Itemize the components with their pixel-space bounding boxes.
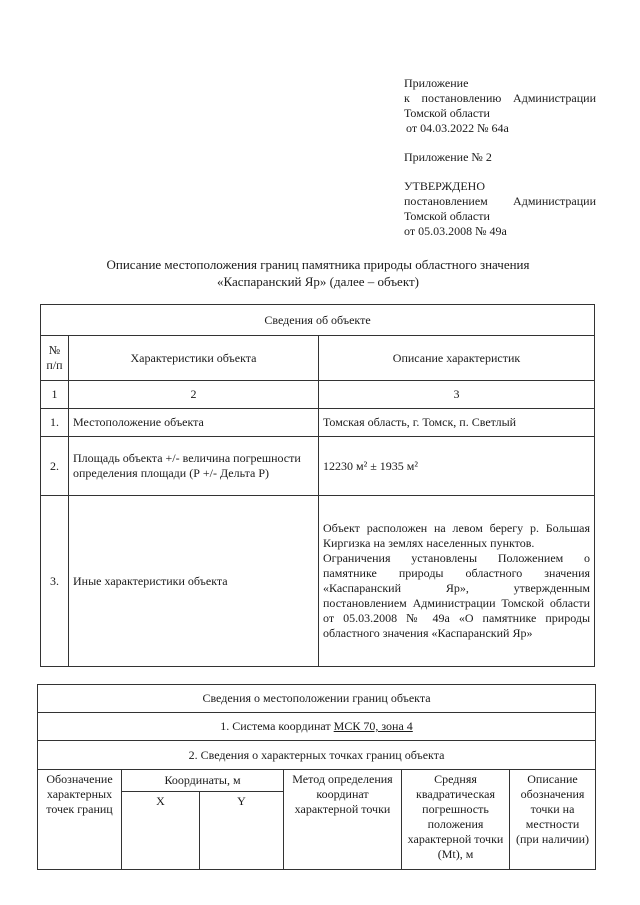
row-characteristic: Иные характеристики объекта <box>69 496 319 667</box>
col-header-description: Описание характеристик <box>319 336 595 381</box>
coordinate-system-prefix: 1. Система координат <box>220 719 334 733</box>
location-table-caption: Сведения о местоположении границ объекта <box>38 685 596 713</box>
table-row <box>41 437 595 496</box>
row-number: 3. <box>41 496 69 667</box>
title-line-1: Описание местоположения границ памятника природы областного значения <box>106 257 530 272</box>
col-header-coordinates: Координаты, м <box>122 770 284 792</box>
row-description <box>319 496 595 667</box>
coordinate-system-value: МСК 70, зона 4 <box>333 719 413 733</box>
row-number: 1. <box>41 409 69 437</box>
col-header-number: № п/п <box>41 336 69 381</box>
table-row <box>41 409 595 437</box>
title-line-2: «Каспаранский Яр» (далее – объект) <box>217 274 419 289</box>
appendix-label: Приложение <box>404 76 469 90</box>
row-description: 12230 м² ± 1935 м² <box>319 437 595 496</box>
col-index-3: 3 <box>319 381 595 409</box>
col-header-point: Обозначение характерных точек границ <box>38 770 122 870</box>
object-info-table <box>40 304 595 667</box>
table-row <box>41 496 595 667</box>
points-caption: 2. Сведения о характерных точках границ объекта <box>38 741 596 770</box>
approved-resolution: постановлением Администрации <box>404 194 596 208</box>
row-characteristic: Площадь объекта +/- величина погрешности определения площади (Р +/- Дельта Р) <box>69 437 319 496</box>
appendix-date: от 04.03.2022 № 64а <box>406 121 509 135</box>
row-number: 2. <box>41 437 69 496</box>
description-paragraph: Ограничения установлены Положением о памятнике природы областного значения «Каспаранский Яр», утвержденным постановлением Администрации Томской области от 05.03.2008 № 49а «О памятнике природы областного значения «Каспаранский Яр» <box>323 551 591 640</box>
coordinate-system-row <box>38 713 596 741</box>
col-index-2: 2 <box>69 381 319 409</box>
document-title <box>40 256 596 290</box>
approved-date: от 05.03.2008 № 49а <box>404 224 507 238</box>
col-header-characteristic: Характеристики объекта <box>69 336 319 381</box>
appendix-region: Томской области <box>404 106 490 120</box>
description-paragraph: Объект расположен на левом берегу р. Большая Киргизка на землях населенных пунктов. <box>323 521 591 550</box>
approved-label: УТВЕРЖДЕНО <box>404 179 486 193</box>
col-index-1: 1 <box>41 381 69 409</box>
col-header-error: Средняя квадратическая погрешность положения характерной точки (Мt), м <box>402 770 510 870</box>
appendix-resolution: к постановлению Администрации <box>404 91 596 105</box>
row-description: Томская область, г. Томск, п. Светлый <box>319 409 595 437</box>
col-header-y: Y <box>200 792 284 870</box>
appendix-header <box>404 76 596 239</box>
col-header-x: X <box>122 792 200 870</box>
col-header-method: Метод определения координат характерной точки <box>284 770 402 870</box>
appendix-number: Приложение № 2 <box>404 150 492 164</box>
location-table <box>37 684 596 870</box>
row-characteristic: Местоположение объекта <box>69 409 319 437</box>
col-header-terrain: Описание обозначения точки на местности (при наличии) <box>510 770 596 870</box>
approved-region: Томской области <box>404 209 490 223</box>
object-table-caption: Сведения об объекте <box>41 305 595 336</box>
